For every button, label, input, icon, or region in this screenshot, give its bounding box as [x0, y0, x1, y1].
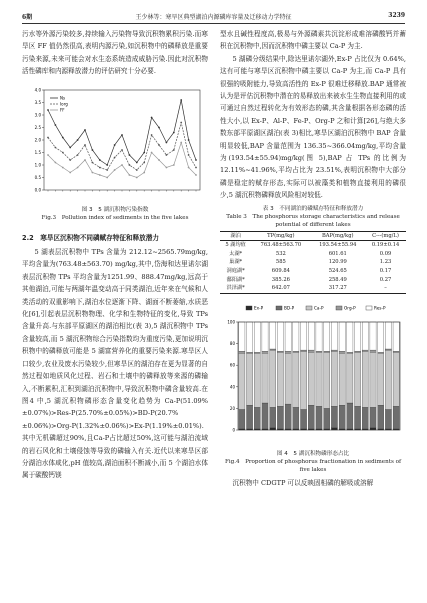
data-point	[143, 151, 145, 153]
y-tick-label: 2.0	[34, 137, 41, 143]
data-point	[84, 144, 86, 146]
data-point	[166, 166, 168, 168]
bar-segment	[378, 322, 384, 352]
data-table	[220, 231, 406, 294]
bar-segment	[316, 322, 322, 351]
bar-segment	[300, 322, 306, 350]
bar-segment	[331, 406, 337, 428]
bar-segment	[239, 353, 245, 409]
table-cell: 601.61	[328, 250, 347, 257]
bar-segment	[308, 350, 314, 352]
figure-3	[22, 82, 208, 206]
paragraph: 污水等外源污染较多,持续输入污染物导致沉积物累积污染.而寒旱区 FF 值仍然很高,表明内源污染,如沉积物中的磷释放是重要污染来源,未来可能会对水生态系统造成威胁污染.因此对沉积物活性磷库和内源释放潜力的评估研究十分必要.	[22, 30, 208, 76]
table-header-cell: C---(mg/L)	[372, 232, 399, 239]
bar-segment	[324, 351, 330, 352]
data-point	[77, 166, 79, 168]
data-point	[195, 166, 197, 168]
bar-segment	[285, 351, 291, 353]
legend-swatch	[366, 306, 372, 310]
data-point	[151, 116, 153, 118]
data-point	[195, 159, 197, 161]
bar-segment	[308, 352, 314, 405]
y-tick-label: 80	[229, 340, 235, 346]
bar-segment	[385, 322, 391, 349]
table-cell: 258.49	[328, 276, 347, 283]
bar-segment	[370, 428, 376, 430]
table-cell: 385.26	[271, 276, 290, 283]
data-point	[99, 166, 101, 168]
bar-segment	[270, 349, 276, 350]
paragraph: 沉积物中 CDGTP 可以反映固相磷的解吸或溶解	[232, 478, 374, 487]
section-heading: 2.2 寒旱区沉积物不同磷赋存特征和释放潜力	[22, 233, 159, 242]
table-cell: 642.07	[271, 285, 290, 292]
table-cell: 763.48±563.70	[260, 242, 302, 249]
bar-segment	[277, 351, 283, 352]
y-tick-label: 4.0	[34, 87, 41, 93]
bar-segment	[270, 350, 276, 407]
data-point	[121, 134, 123, 136]
data-point	[106, 164, 108, 166]
y-tick-label: 100	[227, 319, 235, 325]
data-point	[136, 161, 138, 163]
data-point	[151, 134, 153, 136]
data-point	[136, 176, 138, 178]
legend-swatch	[336, 306, 342, 310]
bar-segment	[246, 352, 252, 353]
data-point	[180, 141, 182, 143]
data-point	[166, 154, 168, 156]
figure-4	[220, 300, 406, 450]
issue-label: 6期	[22, 14, 33, 21]
table-row	[220, 276, 406, 285]
bar-segment	[339, 351, 345, 353]
table-cell: –	[384, 285, 387, 292]
figure-caption-en: Fig.4 Proportion of phosphorus fractionation in sediments of	[224, 458, 402, 465]
data-point	[106, 169, 108, 171]
table-row	[220, 267, 406, 276]
y-tick-label: 60	[229, 362, 235, 368]
table-row	[220, 241, 406, 250]
header-rule	[22, 23, 405, 24]
bar-segment	[339, 405, 345, 429]
data-point	[129, 174, 131, 176]
data-point	[77, 139, 79, 141]
table-cell: 洞庭湖*	[226, 268, 245, 275]
table-header-cell: TP(mg/kg)	[267, 232, 295, 239]
bar-segment	[246, 322, 252, 352]
figure-caption-en: five lakes	[299, 466, 327, 473]
data-point	[188, 166, 190, 168]
bar-segment	[324, 322, 330, 351]
table-cell: 609.84	[271, 268, 290, 275]
bar-segment	[370, 350, 376, 352]
line-chart	[22, 82, 208, 206]
bar-segment	[308, 322, 314, 350]
data-point	[114, 156, 116, 158]
data-point	[180, 121, 182, 123]
table-row	[220, 258, 406, 267]
bar-segment	[239, 351, 245, 353]
data-point	[69, 159, 71, 161]
table-cell: 524.65	[328, 268, 347, 275]
bar-segment	[285, 404, 291, 429]
bar-segment	[246, 405, 252, 429]
data-point	[84, 159, 86, 161]
bar-segment	[293, 322, 299, 351]
data-point	[92, 161, 94, 163]
table-caption-en: potential of different lakes	[275, 221, 351, 228]
bar-segment	[354, 351, 360, 352]
bar-segment	[370, 407, 376, 428]
data-point	[77, 154, 79, 156]
bar-segment	[262, 322, 268, 351]
data-point	[180, 99, 182, 101]
legend-label: BD-P	[284, 305, 295, 311]
data-point	[114, 169, 116, 171]
bar-segment	[339, 322, 345, 351]
series-line	[48, 122, 196, 170]
legend-label: Org-P	[344, 305, 356, 311]
bar-segment	[254, 353, 260, 407]
data-point	[173, 131, 175, 133]
bar-segment	[324, 408, 330, 429]
table-caption-zh: 表 3 不同湖泊的磷赋存特征和释放潜力	[262, 205, 364, 212]
table-cell: 巢湖*	[229, 259, 243, 266]
page-number: 3239	[388, 12, 405, 19]
bar-segment	[262, 351, 268, 353]
y-tick-label: 3.5	[34, 99, 41, 105]
data-point	[99, 159, 101, 161]
table-cell: 0.09	[379, 250, 392, 257]
legend-swatch	[306, 306, 312, 310]
table-cell: 1.23	[379, 259, 392, 266]
table-cell: 鄱阳湖*	[226, 276, 245, 283]
bar-segment	[393, 406, 399, 429]
bar-segment	[347, 403, 353, 429]
bar-segment	[293, 351, 299, 352]
table-cell: 洪泽湖*	[226, 285, 245, 292]
bar-segment	[270, 428, 276, 430]
bar-segment	[362, 322, 368, 350]
bar-segment	[393, 322, 399, 351]
bar-segment	[362, 407, 368, 429]
data-point	[99, 174, 101, 176]
data-point	[47, 154, 49, 156]
bar-segment	[277, 322, 283, 351]
y-tick-label: 1.0	[34, 162, 41, 168]
data-point	[158, 159, 160, 161]
legend-label: Iorg	[60, 101, 68, 107]
bar-segment	[239, 322, 245, 351]
table-cell: 193.54±55.94	[319, 242, 357, 249]
y-tick-label: 20	[229, 405, 235, 411]
bar-segment	[347, 352, 353, 353]
bar-segment	[378, 353, 384, 405]
bar-segment	[262, 403, 268, 429]
bar-segment	[370, 352, 376, 407]
legend-swatch	[246, 306, 252, 310]
bar-segment	[254, 322, 260, 352]
bar-segment	[239, 409, 245, 428]
y-tick-label: 40	[229, 384, 235, 390]
figure-caption-zh: 图 4 5 湖沉积物磷形态占比	[276, 450, 350, 457]
bar-segment	[293, 407, 299, 429]
data-point	[62, 166, 64, 168]
legend-label: Ns	[60, 95, 66, 101]
left-column	[22, 28, 208, 482]
bar-segment	[370, 322, 376, 350]
bar-segment	[385, 409, 391, 428]
data-point	[129, 154, 131, 156]
bar-segment	[331, 351, 337, 406]
data-point	[62, 136, 64, 138]
running-title: 王少林等：寒旱区典型湖泊内源磷库容量及迁移动力学特征	[135, 14, 292, 21]
bar-segment	[331, 322, 337, 350]
data-point	[69, 171, 71, 173]
data-point	[55, 161, 57, 163]
data-point	[114, 144, 116, 146]
legend-swatch	[276, 306, 282, 310]
bar-segment	[354, 322, 360, 351]
paragraph: 5 湖表层沉积物中 TPs 含量为 212.12~2565.79mg/kg,平均含量为(763.48±563.70) mg/kg,其中,岱海和达里诺尔湖表层沉积物 TPs 平均含量为1251.99、888.47mg/kg,远高于其他湖泊,可能与两湖年温变动高于同类湖泊,近年来在气候和人类活动的双重影响下,湖泊水位逐渐下降、湖面不断萎缩,水质恶化[6],引起表层沉积物物理、化学和生物特征的变化,导致 TPs 含量升高.与东部平原湖区的湖泊相比(表 3),5 湖沉积物中 TPs 含量较高,而 5 湖沉积物综合污染指数均为重度污染,更加说明沉积物中的磷释放可能是 5 湖富营养化的重要污染来源.寒旱区人口较少,农业及废水污染较少,但寒旱区的湖泊存在更为显著的自然过程如地质风化过程、岩石和土壤中的磷释放等来源的磷输入,不断累积,汇积到湖泊沉积物中,导致沉积物中磷含量较高.在图4 中,5 湖沉积物磷形态含量变化趋势为 Ca-P(51.09%±0.07%)>Res-P(25.70%±0.05%)>BD-P(20.7%±0.06%)>Org-P(1.32%±0.06%)>Ex-P(1.19%±0.01%).其中无机磷超过90%,且Ca-P占比超过50%,这可能与湖泊流域的岩石风化和土壤侵蚀等导致的磷输入有关.近代以来寒旱区部分湖泊水体咸化,pH 值较高,湖泊面积不断减小,而 5 个湖泊水体属于碳酸钙镁	[22, 248, 208, 480]
data-point	[173, 149, 175, 151]
paragraph: 5 湖磷分级结果中,除达里诺尔湖外,Ex-P 占比仅为 0.64%,这有可能与寒旱区沉积物中磷主要以 Ca-P 为主,而 Ca-P 具有很强的吸附能力,导致高活性的 Ex-P 很难迁移释放.BAP 通常被认为是评估沉积物中潜在的易释放出来被水生生物直接利用的或可通过自然过程转化为有效形态的磷,其含量根据各形态磷的活性大小,以 Ex-P、Al-P、Fe-P、Org-P 之和计算[26],与绝大多数东部平原湖区湖泊(表 3)相比,寒旱区湖泊沉积物中 BAP 含量明显较低,BAP 含量范围为 136.35~366.04mg/kg,平均含量为(193.54±55.94)mg/kg(图 5),BAP 占 TPs 的比例为 12.11%~41.96%,平均占比为 23.51%,表明沉积物中大部分磷是稳定的赋存形态,实际可以被藻类和植物直接利用的磷很少,5 湖沉积物磷释放风险相对较低.	[220, 54, 406, 200]
data-point	[55, 146, 57, 148]
bar-segment	[324, 352, 330, 408]
bar-segment	[285, 353, 291, 404]
table-cell: 0.27	[379, 276, 392, 283]
table-header-cell: BAP(mg/kg)	[321, 232, 354, 239]
y-tick-label: 0.0	[34, 187, 41, 193]
data-point	[136, 169, 138, 171]
bar-segment	[262, 353, 268, 403]
bar-segment	[354, 352, 360, 406]
legend-label: Ex-P	[254, 305, 264, 311]
table-row	[220, 250, 406, 259]
data-point	[188, 139, 190, 141]
table-cell: 0.19±0.14	[371, 242, 400, 249]
bar-segment	[385, 350, 391, 409]
data-point	[84, 129, 86, 131]
data-point	[62, 151, 64, 153]
data-point	[92, 171, 94, 173]
data-point	[55, 124, 57, 126]
data-point	[158, 126, 160, 128]
y-tick-label: 2.5	[34, 124, 41, 130]
bar-segment	[354, 406, 360, 429]
page-header	[22, 12, 405, 22]
table-cell: 317.27	[328, 285, 347, 292]
data-point	[47, 109, 49, 111]
bar-segment	[308, 405, 314, 429]
bar-segment	[316, 406, 322, 429]
table-cell: 120.99	[328, 259, 347, 266]
table-cell: 5 湖均值	[225, 242, 246, 249]
y-tick-label: 0.5	[34, 174, 41, 180]
data-point	[151, 151, 153, 153]
table-caption-en: Table 3 The phosphorus storage characteristics and release	[226, 213, 400, 220]
legend-label: FF	[60, 107, 65, 113]
table-cell: 585	[275, 259, 286, 266]
bar-segment	[300, 409, 306, 428]
data-point	[121, 164, 123, 166]
right-column	[220, 28, 406, 489]
data-point	[121, 149, 123, 151]
bar-segment	[347, 353, 353, 403]
bar-segment	[293, 352, 299, 407]
bar-segment	[331, 350, 337, 351]
table-cell: 0.17	[379, 268, 392, 275]
bar-segment	[393, 351, 399, 352]
data-point	[106, 176, 108, 178]
paragraph: 型水且碱性程度高,极易与外源磷素共沉淀形成难溶磷酸钙并蓄积在沉积物中,因而沉积物中磷主要以 Ca-P 为主.	[220, 30, 406, 51]
bar-segment	[246, 353, 252, 405]
data-point	[158, 144, 160, 146]
bar-segment	[378, 405, 384, 429]
legend-label: Res-P	[374, 305, 386, 311]
table-header-cell: 湖泊	[230, 232, 241, 239]
bar-segment	[331, 428, 337, 430]
bar-segment	[300, 351, 306, 409]
bar-segment	[285, 322, 291, 351]
bar-segment	[393, 352, 399, 406]
data-point	[47, 136, 49, 138]
bar-segment	[300, 350, 306, 351]
y-tick-label: 1.5	[34, 149, 41, 155]
data-point	[143, 171, 145, 173]
data-point	[166, 141, 168, 143]
figure-caption-zh: 图 3 5 湖沉积物污染指数	[81, 206, 149, 213]
legend-label: Ca-P	[314, 305, 324, 311]
bar-segment	[362, 351, 368, 407]
bar-segment	[385, 349, 391, 350]
y-tick-label: 0	[232, 427, 235, 433]
data-point	[92, 149, 94, 151]
bar-segment	[316, 352, 322, 406]
data-point	[173, 164, 175, 166]
data-point	[129, 164, 131, 166]
bar-segment	[270, 407, 276, 428]
bar-segment	[277, 406, 283, 429]
bar-segment	[378, 352, 384, 353]
bar-segment	[362, 350, 368, 351]
bar-segment	[277, 352, 283, 406]
bar-segment	[316, 351, 322, 352]
table-cell: 532	[275, 250, 286, 257]
stacked-bar-chart	[220, 300, 406, 450]
data-point	[69, 146, 71, 148]
bar-segment	[254, 407, 260, 429]
data-point	[195, 174, 197, 176]
figure-caption-en: Fig.3 Pollution index of sediments in the five lakes	[41, 214, 189, 221]
table-row	[220, 284, 406, 293]
table-cell: 太湖*	[229, 250, 243, 257]
data-point	[188, 154, 190, 156]
data-point	[143, 161, 145, 163]
bar-segment	[254, 352, 260, 353]
bar-segment	[270, 322, 276, 349]
y-tick-label: 3.0	[34, 112, 41, 118]
bar-segment	[347, 322, 353, 352]
bar-segment	[339, 353, 345, 405]
